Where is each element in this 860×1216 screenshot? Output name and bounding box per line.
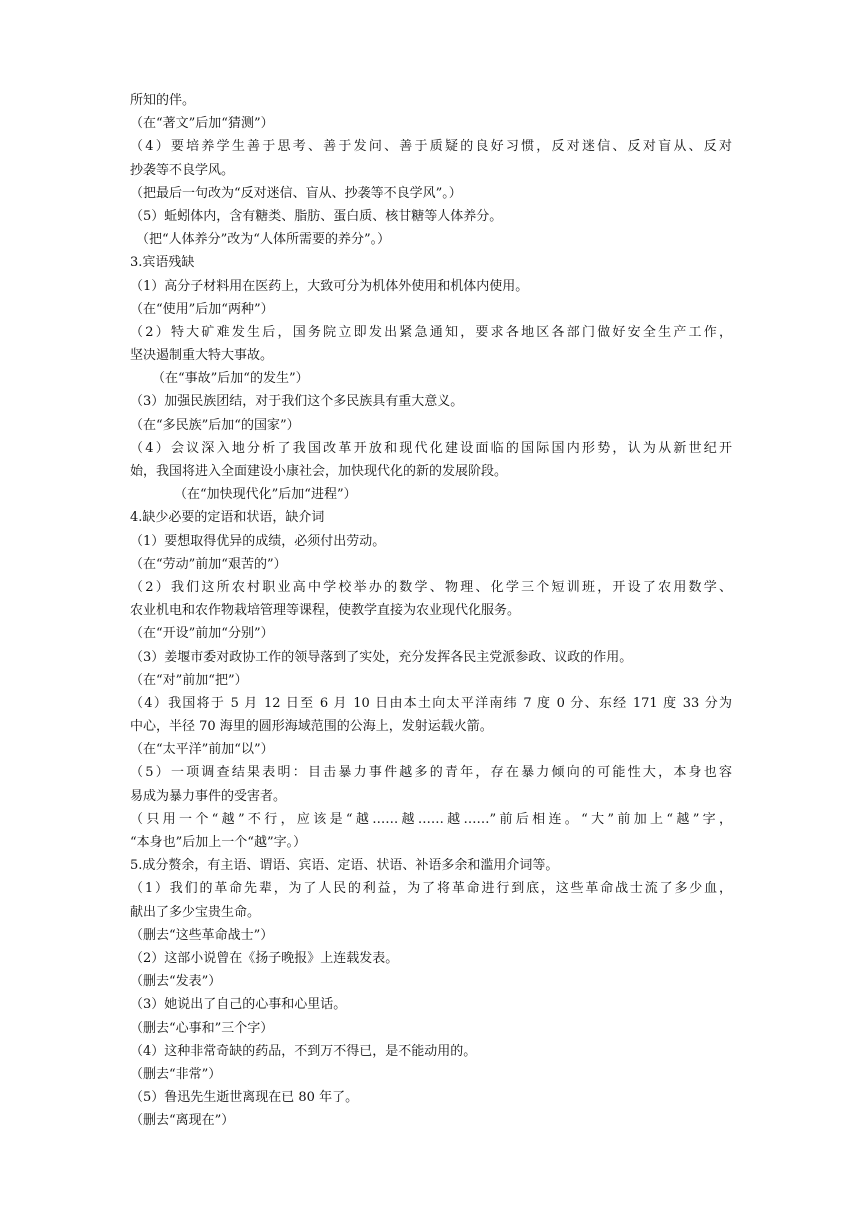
text-line: （删去“这些革命战士”）: [130, 927, 274, 943]
text-line: （1）高分子材料用在医药上，大致可分为机体外使用和机体内使用。: [130, 278, 529, 294]
text-line: （在“开设”前加“分别”）: [130, 626, 274, 642]
text-line: （在“加快现代化”后加“进程”）: [174, 487, 357, 503]
text-line: （在“事故”后加“的发生”）: [152, 371, 309, 387]
text-line: （删去“发表”）: [130, 974, 222, 990]
text-line: （2）我们这所农村职业高中学校举办的数学、物理、化学三个短训班，开设了农用数学、: [130, 579, 732, 595]
text-line: 献出了多少宝贵生命。: [130, 904, 261, 920]
text-line: （删去“非常”）: [130, 1066, 222, 1082]
text-line: （在“多民族”后加“的国家”）: [130, 417, 300, 433]
text-line: （在“劳动”前加“艰苦的”）: [130, 556, 287, 572]
text-line: 始，我国将进入全面建设小康社会，加快现代化的新的发展阶段。: [130, 464, 508, 479]
text-line: 所知的伴。: [130, 93, 196, 108]
text-line: 坚决遏制重大特大事故。: [130, 348, 274, 364]
text-line: （在“太平洋”前加“以”）: [130, 742, 274, 758]
text-line: （3）她说出了自己的心事和心里话。: [130, 997, 347, 1013]
text-line: （把最后一句改为“反对迷信、盲从、抄袭等不良学风”。）: [130, 185, 462, 201]
text-line: （5）鲁迅先生逝世离现在已 80 年了。: [130, 1090, 359, 1106]
text-line: （4）会议深入地分析了我国改革开放和现代化建设面临的国际国内形势，认为从新世纪开: [130, 440, 732, 456]
text-line: 易成为暴力事件的受害者。: [130, 788, 287, 804]
text-line: （删去“离现在”）: [130, 1113, 235, 1129]
text-line: 4.缺少必要的定语和状语，缺介词: [130, 510, 325, 526]
text-line: （在“著文”后加“猜测”）: [130, 116, 274, 132]
text-line: （2）特大矿难发生后，国务院立即发出紧急通知，要求各地区各部门做好安全生产工作，: [130, 324, 732, 340]
text-line: （4）这种非常奇缺的药品，不到万不得已，是不能动用的。: [130, 1043, 477, 1059]
text-line: （在“使用”后加“两种”）: [130, 301, 274, 317]
text-line: 3.宾语残缺: [130, 255, 195, 271]
text-line: （1）要想取得优异的成绩，必须付出劳动。: [130, 533, 386, 549]
text-line: 中心，半径 70 海里的圆形海域范围的公海上，发射运载火箭。: [130, 719, 493, 735]
text-line: （4）要培养学生善于思考、善于发问、善于质疑的良好习惯，反对迷信、反对盲从、反对: [130, 139, 732, 155]
text-line: 农业机电和农作物栽培管理等课程，使教学直接为农业现代化服务。: [130, 603, 521, 619]
text-line: 5.成分赘余，有主语、谓语、宾语、定语、状语、补语多余和滥用介词等。: [130, 858, 559, 874]
text-line: （在“对”前加“把”）: [130, 672, 248, 688]
text-line: （删去“心事和”三个字）: [130, 1020, 274, 1036]
document-body: [130, 89, 732, 1132]
text-line: （1）我们的革命先辈，为了人民的利益，为了将革命进行到底，这些革命战士流了多少血，: [130, 881, 732, 897]
text-line: （把“人体养分”改为“人体所需要的养分”。）: [136, 232, 391, 248]
text-line: （3）姜堰市委对政协工作的领导落到了实处，充分发挥各民主党派参政、议政的作用。: [130, 649, 633, 665]
text-line: （5）蚯蚓体内，含有糖类、脂肪、蛋白质、核甘糖等人体养分。: [130, 208, 503, 224]
text-line: “本身也”后加上一个“越”字。）: [130, 835, 307, 850]
text-line: 抄袭等不良学风。: [130, 162, 235, 178]
text-line: （4）我国将于 5 月 12 日至 6 月 10 日由本土向太平洋南纬 7 度 0 分、东经 171 度 33 分为: [130, 695, 732, 711]
text-line: （5）一项调查结果表明：目击暴力事件越多的青年，存在暴力倾向的可能性大，本身也容: [130, 765, 732, 781]
text-line: （3）加强民族团结，对于我们这个多民族具有重大意义。: [130, 394, 464, 410]
text-line: （2）这部小说曾在《扬子晚报》上连载发表。: [130, 950, 399, 966]
text-line: （只用一个“越”不行，应该是“越……越……越……”前后相连。“大”前加上“越”字，: [130, 811, 732, 827]
